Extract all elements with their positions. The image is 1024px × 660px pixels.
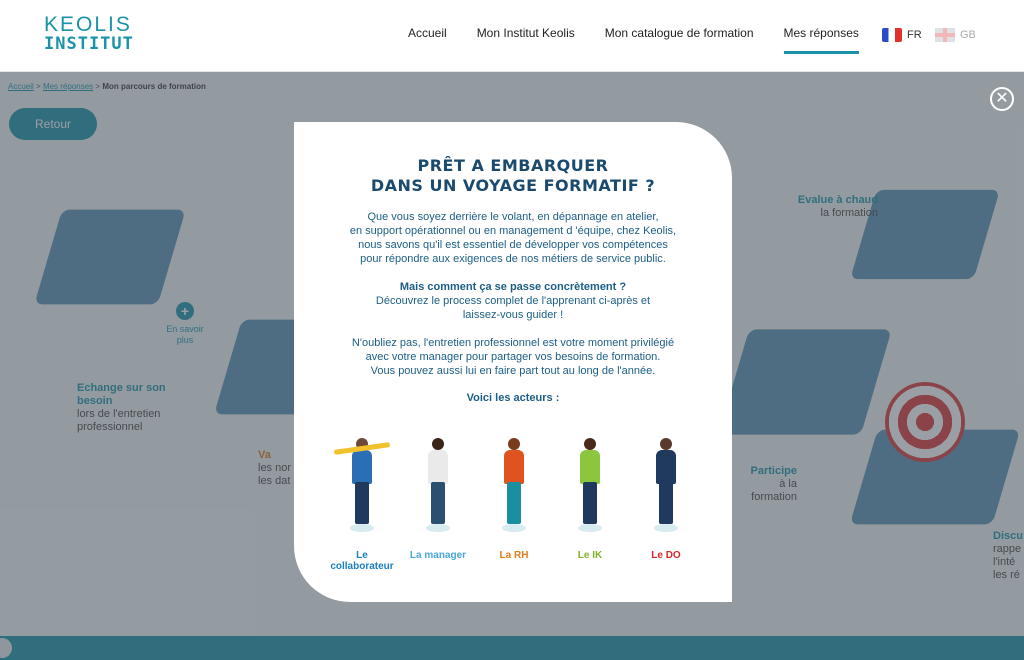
figure-body (352, 450, 372, 484)
intro-modal (294, 122, 732, 602)
modal-title-line1: PRÊT A EMBARQUER (417, 156, 609, 175)
modal-para3-line: avec votre manager pour partager vos besoins de formation. (365, 351, 661, 363)
modal-para1-line: pour répondre aux exigences de nos métiers de service public. (360, 253, 666, 265)
logo-top-text: KEOLIS (44, 13, 132, 36)
actor-ik[interactable] (552, 432, 628, 572)
figure-head (660, 438, 672, 450)
actor-label: Le collaborateur (330, 550, 394, 572)
lang-gb-button[interactable] (935, 28, 976, 42)
lang-fr-label: FR (907, 29, 922, 41)
modal-para1-line: Que vous soyez derrière le volant, en dépannage en atelier, (367, 211, 659, 223)
actor-label: Le DO (651, 550, 681, 561)
uk-flag-icon (935, 28, 955, 42)
modal-para3-line: N'oubliez pas, l'entretien professionnel est votre moment privilégié (351, 337, 675, 349)
figure-legs (507, 482, 521, 524)
nav-item-mes-reponses[interactable]: Mes réponses (784, 26, 859, 48)
collaborateur-illustration (324, 432, 400, 532)
figure-body (580, 450, 600, 484)
figure-head (584, 438, 596, 450)
do-illustration (628, 432, 704, 532)
keolis-institut-logo[interactable] (44, 14, 134, 53)
rh-illustration (476, 432, 552, 532)
actor-manager[interactable] (400, 432, 476, 572)
modal-para3-line: Vous pouvez aussi lui en faire part tout au long de l'année. (370, 365, 656, 377)
france-flag-icon (882, 28, 902, 42)
nav-item-catalogue[interactable]: Mon catalogue de formation (604, 26, 754, 40)
main-nav (408, 26, 889, 48)
modal-para2-line: laissez-vous guider ! (462, 309, 564, 321)
modal-paragraph-process (294, 280, 732, 322)
actor-rh[interactable] (476, 432, 552, 572)
figure-legs (431, 482, 445, 524)
modal-paragraph-entretien (294, 336, 732, 378)
ik-illustration (552, 432, 628, 532)
modal-title-line2: DANS UN VOYAGE FORMATIF ? (370, 176, 656, 195)
figure-legs (355, 482, 369, 524)
nav-item-mon-institut[interactable]: Mon Institut Keolis (476, 26, 575, 40)
actor-label: La manager (409, 550, 467, 561)
figure-shadow (502, 524, 526, 532)
figure-head (432, 438, 444, 450)
figure-body (656, 450, 676, 484)
lang-gb-label: GB (960, 29, 976, 41)
modal-para1-line: nous savons qu'il est essentiel de développer vos compétences (358, 239, 668, 251)
lang-fr-button[interactable] (882, 28, 922, 42)
modal-para1-line: en support opérationnel ou en management d 'équipe, chez Keolis, (349, 225, 677, 237)
figure-head (508, 438, 520, 450)
figure-legs (583, 482, 597, 524)
actor-label: Le IK (577, 550, 603, 561)
close-icon[interactable]: ✕ (990, 87, 1014, 111)
modal-para2-line: Découvrez le process complet de l'apprenant ci-après et (375, 295, 651, 307)
figure-shadow (654, 524, 678, 532)
figure-shadow (350, 524, 374, 532)
figure-legs (659, 482, 673, 524)
modal-title (294, 156, 732, 196)
actor-do[interactable] (628, 432, 704, 572)
figure-shadow (578, 524, 602, 532)
actor-collaborateur[interactable] (324, 432, 400, 572)
site-header (0, 0, 1024, 72)
modal-para2-title: Mais comment ça se passe concrètement ? (399, 281, 627, 293)
modal-paragraph-intro (294, 210, 732, 266)
actors-list (324, 432, 704, 572)
figure-body (504, 450, 524, 484)
figure-body (428, 450, 448, 484)
actor-label: La RH (499, 550, 529, 561)
nav-item-accueil[interactable]: Accueil (408, 26, 447, 40)
figure-shadow (426, 524, 450, 532)
logo-bottom-text: INSTITUT (44, 34, 134, 54)
actors-title: Voici les acteurs : (466, 392, 560, 404)
manager-illustration (400, 432, 476, 532)
